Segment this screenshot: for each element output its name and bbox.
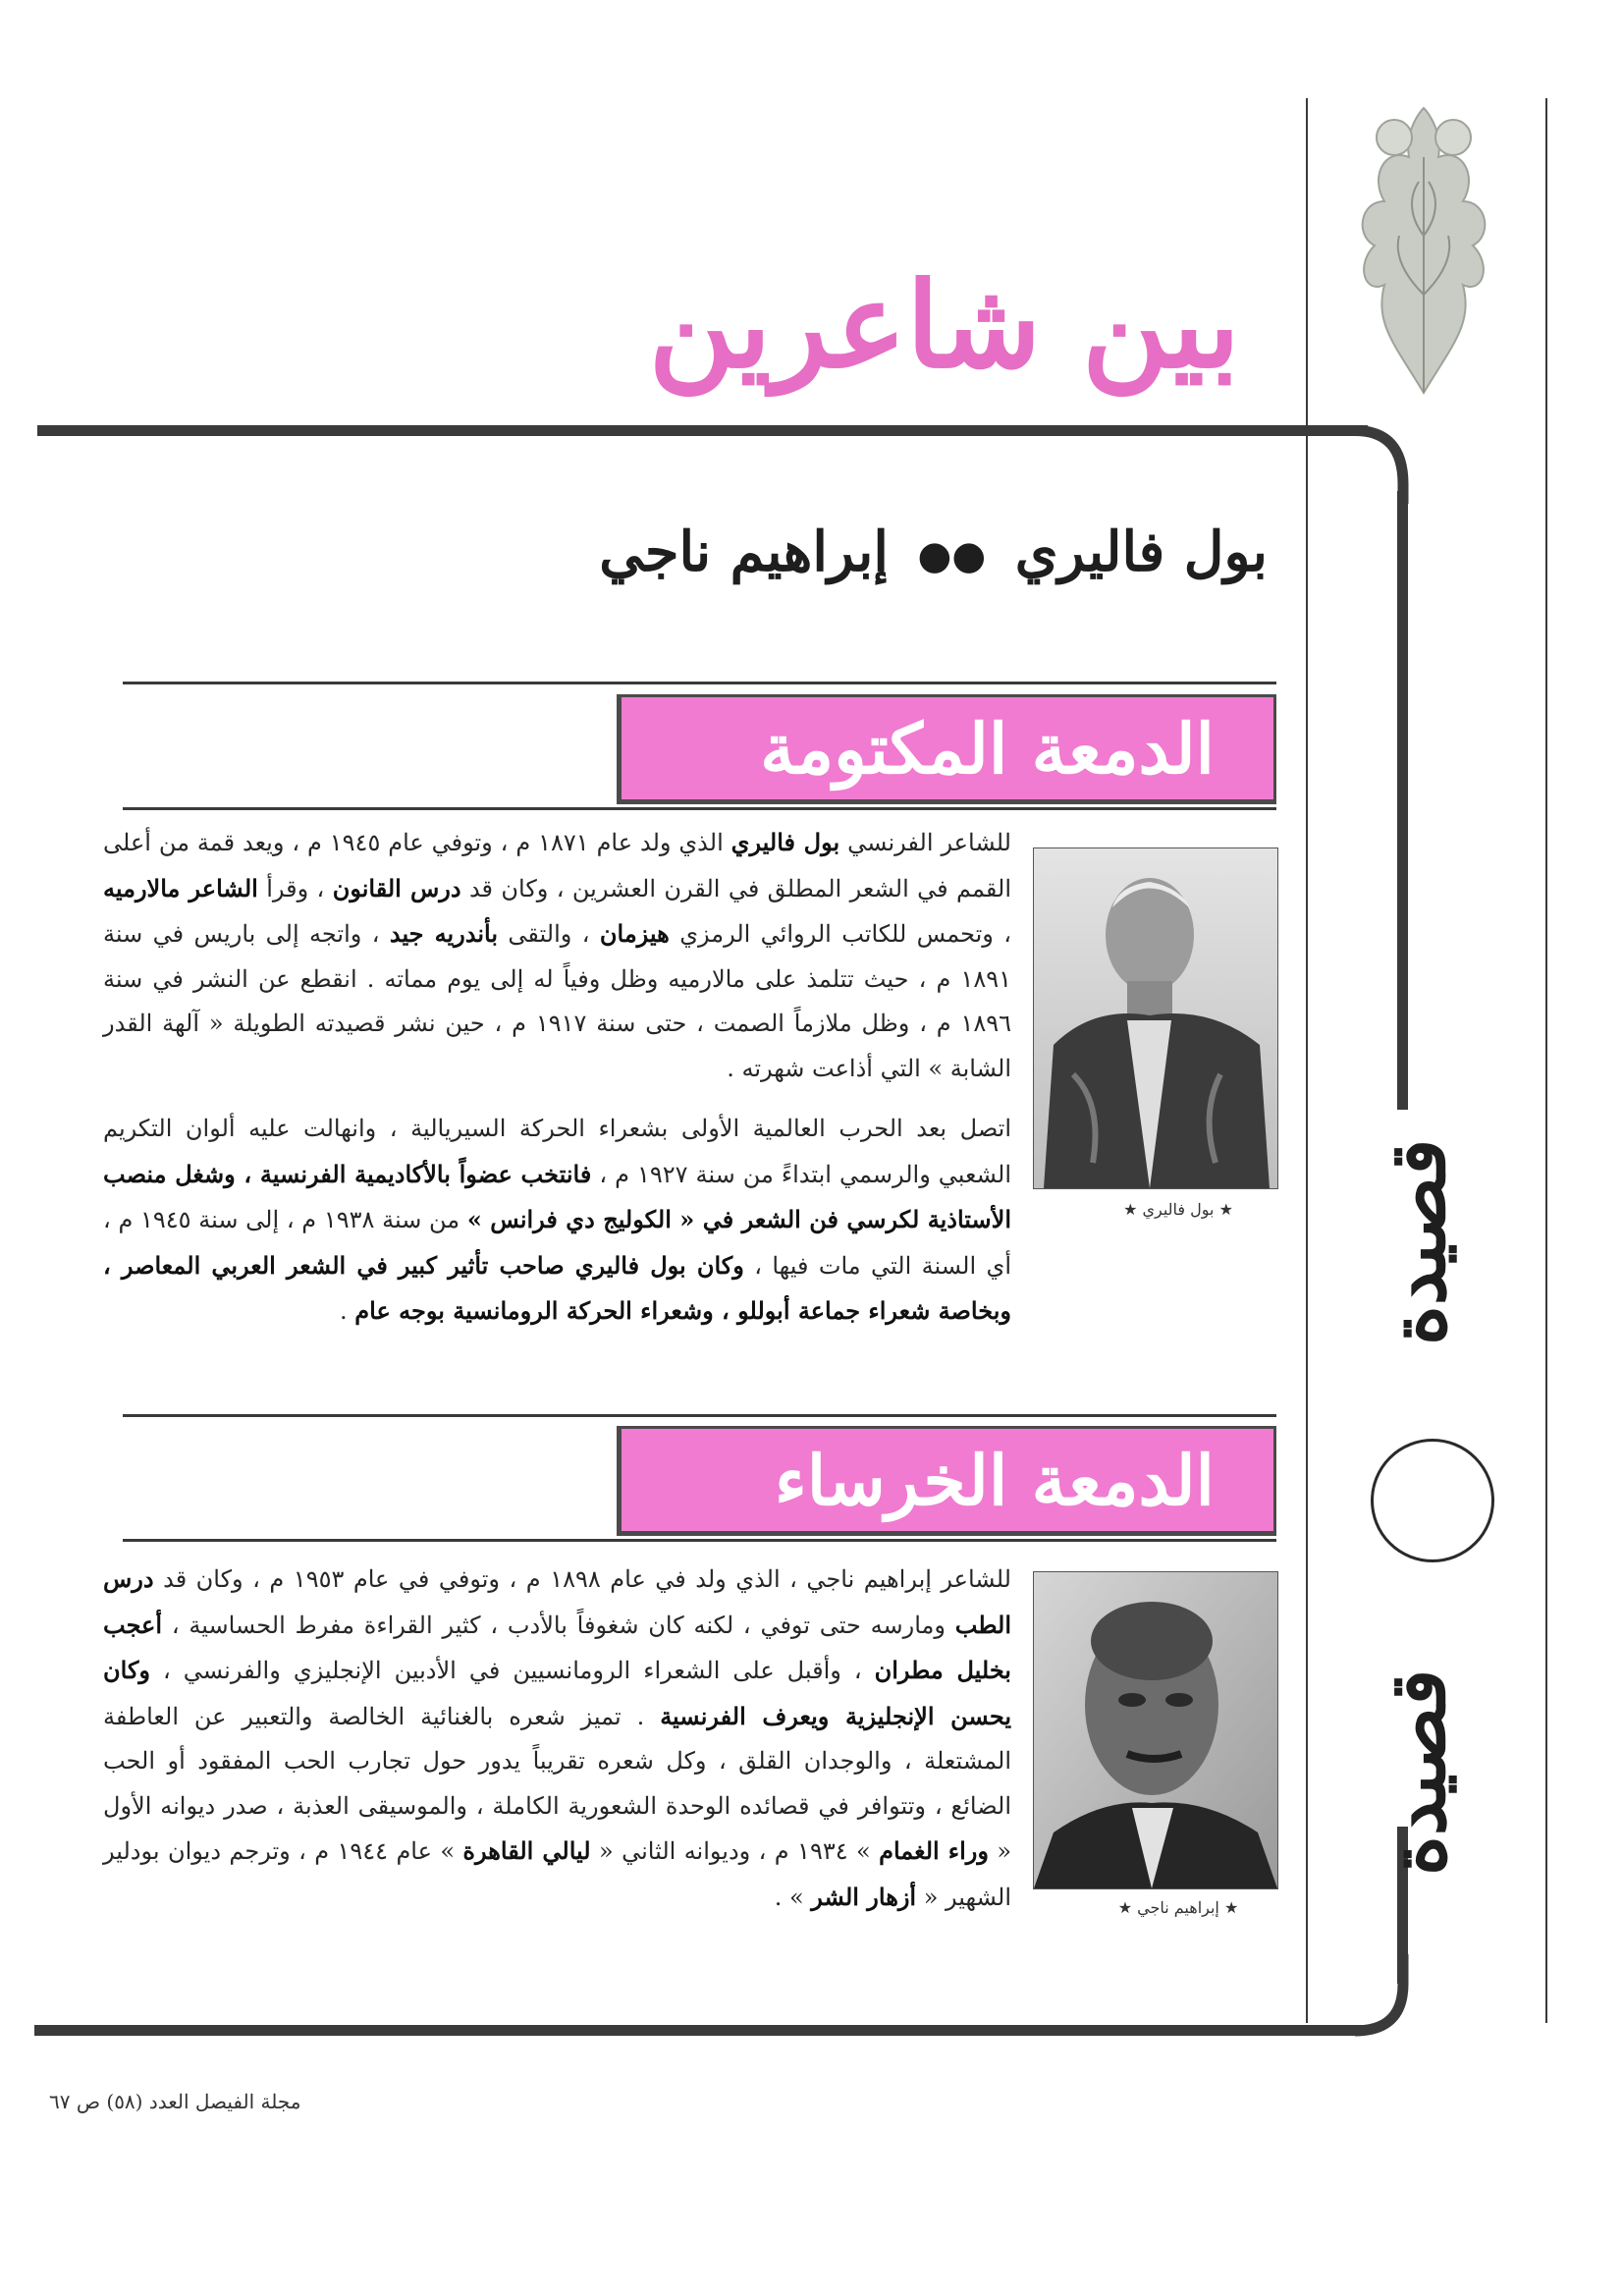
emphasis-text: درس القانون <box>332 873 461 902</box>
body-text: الذي ولد عام ١٨٧١ م ، وتوفي عام ١٩٤٥ م ، ويعد قمة من أعلى القمم في الشعر المطلق في القرن العشرين ، وكان قد <box>103 829 1012 902</box>
page-title: بين شاعرين <box>648 256 1240 395</box>
body-text: ، والتقى <box>498 920 600 948</box>
body-text: اتصل بعد الحرب العالمية الأولى بشعراء الحركة السيريالية ، وانهالت عليه ألوان التكريم الشعبي والرسمي ابتداءً من سنة ١٩٢٧ م ، <box>103 1115 1011 1188</box>
poet-name-valery: بول فاليري <box>1014 519 1268 584</box>
section1-heading: الدمعة المكتومة <box>617 694 1276 804</box>
emphasis-text: وراء الغمام <box>879 1836 989 1865</box>
emphasis-text: أزهار الشر <box>811 1882 917 1911</box>
body-text: . <box>340 1297 355 1325</box>
section2-top-rule <box>123 1414 1276 1417</box>
body-text: من سنة ١٩٣٨ م ، إلى سنة ١٩٤٥ م ، أي السنة التي مات فيها ، <box>103 1206 1011 1280</box>
body-text: . تميز شعره بالغنائية الخالصة والتعبير عن العاطفة المشتعلة ، والوجدان القلق ، وكل شعره تقريباً يدور حول تجارب الحب المفقود أو الحب الضائع ، وتتوافر في قصائده الوحدة الشعورية الكاملة ، والموسيقى العذبة ، صدر ديوانه الأول « <box>103 1702 1012 1865</box>
subtitle-separator: ●● <box>917 532 987 579</box>
emphasis-text: بأندريه جيد <box>389 919 499 948</box>
emphasis-text: بول فاليري <box>730 828 840 856</box>
emphasis-text: درس الطب <box>103 1564 1011 1639</box>
section2-heading: الدمعة الخرساء <box>617 1426 1276 1536</box>
emphasis-text: هيزمان <box>599 919 670 948</box>
section1-paragraph-2 <box>103 1107 1011 1335</box>
section1-bottom-rule <box>123 807 1276 810</box>
sidebar-word-top: قصيدة <box>1374 1138 1463 1345</box>
caption-ibrahim-naji: ★ إبراهيم ناجي ★ <box>1117 1898 1239 1917</box>
floral-ornament-icon <box>1355 98 1492 412</box>
frame-corner-top <box>1355 425 1424 504</box>
outer-rule-right <box>1545 98 1547 2023</box>
body-text: للشاعر الفرنسي <box>839 829 1011 856</box>
page-footer: مجلة الفيصل العدد (٥٨) ص ٦٧ <box>49 2090 301 2113</box>
emphasis-text: وكان يحسن الإنجليزية ويعرف الفرنسية <box>103 1656 1011 1730</box>
bottom-frame-rule <box>34 2025 1365 2036</box>
poets-subtitle <box>188 511 1268 597</box>
photo-ibrahim-naji <box>1033 1571 1278 1889</box>
body-text: » . <box>774 1883 812 1911</box>
body-text: ، وقرأ <box>257 874 333 902</box>
sidebar-word-bottom: قصيدة <box>1374 1668 1463 1876</box>
section2-paragraph-1 <box>103 1557 1011 1920</box>
body-text: ، واتجه إلى باريس في سنة ١٨٩١ م ، حيث تتلمذ على مالارميه وظل وفياً له إلى يوم مماته . انقطع عن النشر في سنة ١٨٩٦ م ، وظل ملازماً الصمت ، حتى سنة ١٩١٧ م ، حين نشر قصيدته الطويلة « آلهة القدر الشابة » التي أذاعت شهرته . <box>103 920 1012 1082</box>
right-frame-rule-upper <box>1397 491 1408 1110</box>
emphasis-text: الشاعر مالارميه <box>103 873 258 902</box>
body-text: للشاعر إبراهيم ناجي ، الذي ولد في عام ١٨٩٨ م ، وتوفي في عام ١٩٥٣ م ، وكان قد <box>153 1565 1011 1593</box>
emphasis-text: ليالي القاهرة <box>462 1836 591 1865</box>
emphasis-text: فانتخب عضواً بالأكاديمية الفرنسية ، وشغل منصب الأستاذية لكرسي فن الشعر في « الكوليج دي فرانس » <box>103 1159 1011 1233</box>
emphasis-text: أعجب بخليل مطران <box>103 1610 1011 1684</box>
body-text: » ١٩٣٤ م ، وديوانه الثاني « <box>590 1837 880 1865</box>
top-frame-rule <box>37 425 1368 436</box>
circle-ornament-icon <box>1371 1439 1494 1562</box>
body-text: » عام ١٩٤٤ م ، وترجم ديوان بودلير الشهير « <box>103 1837 1011 1911</box>
poet-name-naji: إبراهيم ناجي <box>599 519 889 584</box>
frame-corner-bottom <box>1355 1954 1424 2043</box>
body-text: ، وأقبل على الشعراء الرومانسيين في الأدبين الإنجليزي والفرنسي ، <box>149 1657 875 1684</box>
body-text: ، وتحمس للكاتب الروائي الرمزي <box>669 920 1012 948</box>
outer-rule-left <box>1306 98 1308 2023</box>
section2-bottom-rule <box>123 1539 1276 1542</box>
caption-paul-valery: ★ بول فاليري ★ <box>1123 1200 1233 1219</box>
section1-top-rule <box>123 682 1276 684</box>
emphasis-text: وكان بول فاليري صاحب تأثير كبير في الشعر العربي المعاصر ، وبخاصة شعراء جماعة أبوللو ، وشعراء الحركة الرومانسية بوجه عام <box>103 1250 1011 1325</box>
body-text: ومارسه حتى توفي ، لكنه كان شغوفاً بالأدب ، كثير القراءة مفرط الحساسية ، <box>162 1611 955 1639</box>
photo-paul-valery <box>1033 847 1278 1189</box>
section1-paragraph-1 <box>103 820 1011 1091</box>
